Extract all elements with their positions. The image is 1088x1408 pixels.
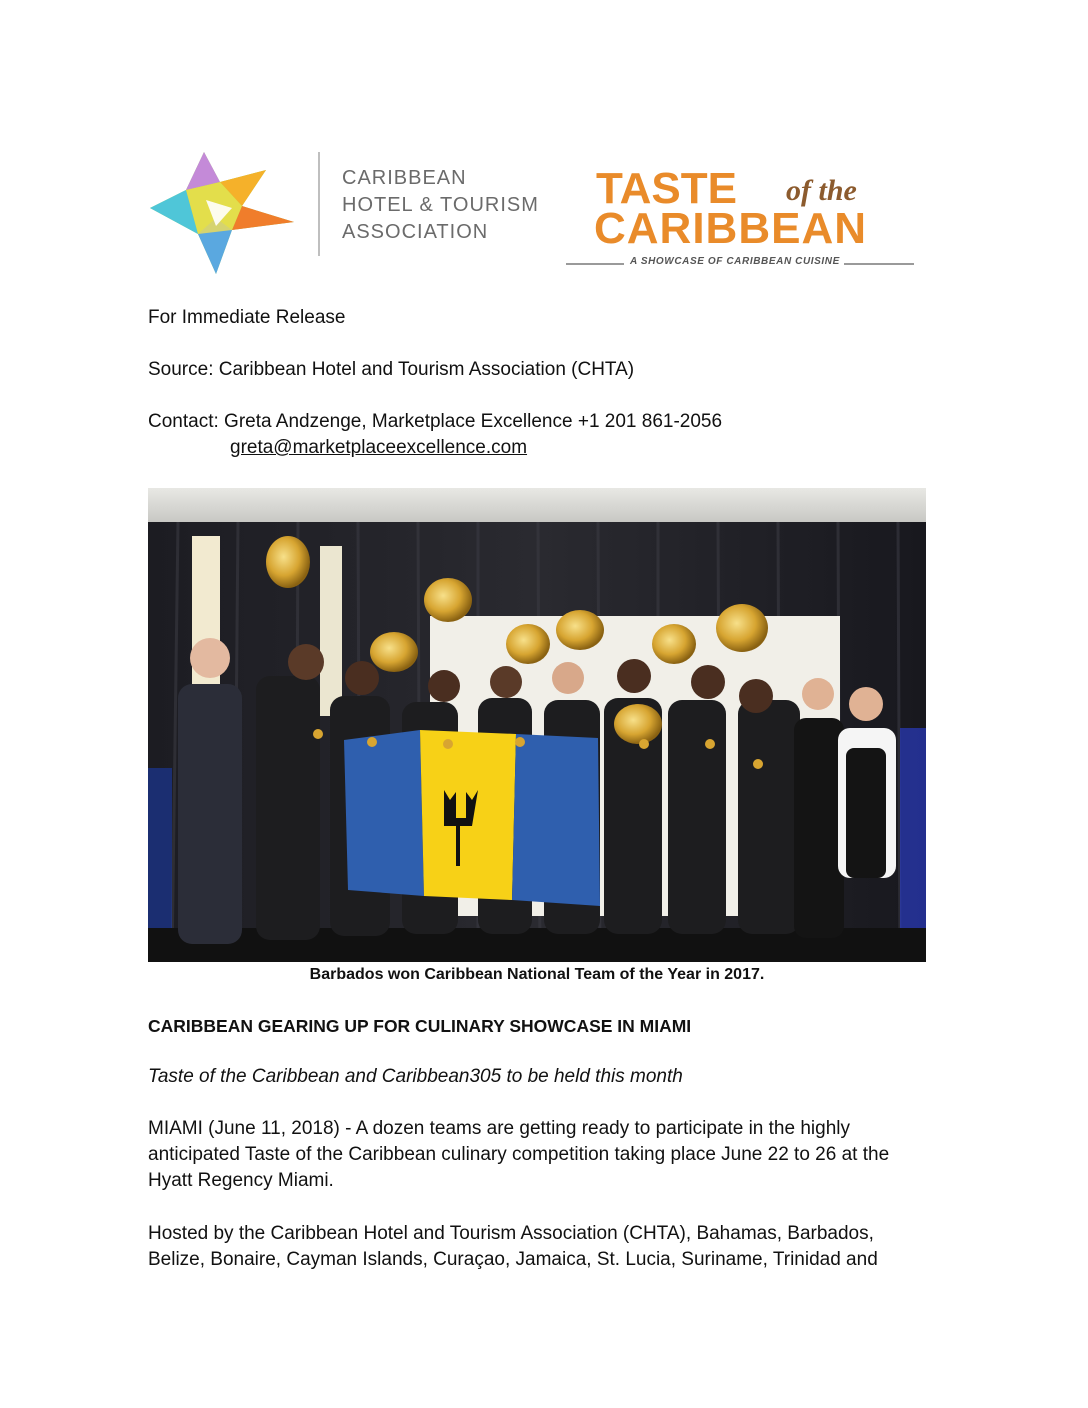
- tagline-rule-right: [844, 263, 914, 265]
- totc-taste: TASTE: [596, 164, 737, 213]
- contact-line: Contact: Greta Andzenge, Marketplace Excellence +1 201 861-2056: [148, 411, 723, 432]
- chta-star-icon: [146, 148, 298, 278]
- chta-wordmark: [342, 165, 539, 246]
- chta-line-1: CARIBBEAN: [342, 167, 467, 189]
- tagline-text: A SHOWCASE OF CARIBBEAN CUISINE: [630, 256, 840, 267]
- chta-line-2: HOTEL & TOURISM: [342, 194, 539, 216]
- para2-line-1: Hosted by the Caribbean Hotel and Tourism Association (CHTA), Bahamas, Barbados,: [148, 1223, 874, 1244]
- totc-caribbean: CARIBBEAN: [594, 204, 867, 253]
- para1-line-2: anticipated Taste of the Caribbean culinary competition taking place June 22 to 26 at the: [148, 1144, 890, 1165]
- team-photo: [148, 488, 926, 962]
- totc-tagline: [566, 256, 916, 270]
- para1-line-1: MIAMI (June 11, 2018) - A dozen teams are getting ready to participate in the highly: [148, 1118, 850, 1139]
- contact-email-link[interactable]: greta@marketplaceexcellence.com: [230, 437, 528, 458]
- source-line: Source: Caribbean Hotel and Tourism Association (CHTA): [148, 359, 635, 380]
- chta-logo: [146, 148, 546, 278]
- team-photo-illustration: [148, 488, 926, 962]
- article-subhead: Taste of the Caribbean and Caribbean305 to be held this month: [148, 1066, 683, 1087]
- chta-line-3: ASSOCIATION: [342, 221, 489, 243]
- para1-line-3: Hyatt Regency Miami.: [148, 1170, 334, 1191]
- barbados-flag-icon: [344, 730, 600, 906]
- immediate-release: For Immediate Release: [148, 307, 346, 328]
- photo-caption: Barbados won Caribbean National Team of the Year in 2017.: [309, 966, 765, 983]
- tagline-rule-left: [566, 263, 624, 265]
- taste-of-the-caribbean-logo: [566, 166, 916, 274]
- chta-divider: [318, 152, 320, 256]
- article-headline: CARIBBEAN GEARING UP FOR CULINARY SHOWCASE IN MIAMI: [148, 1016, 692, 1036]
- totc-of-the: of the: [786, 174, 857, 207]
- para2-line-2: Belize, Bonaire, Cayman Islands, Curaçao, Jamaica, St. Lucia, Suriname, Trinidad and: [148, 1249, 878, 1270]
